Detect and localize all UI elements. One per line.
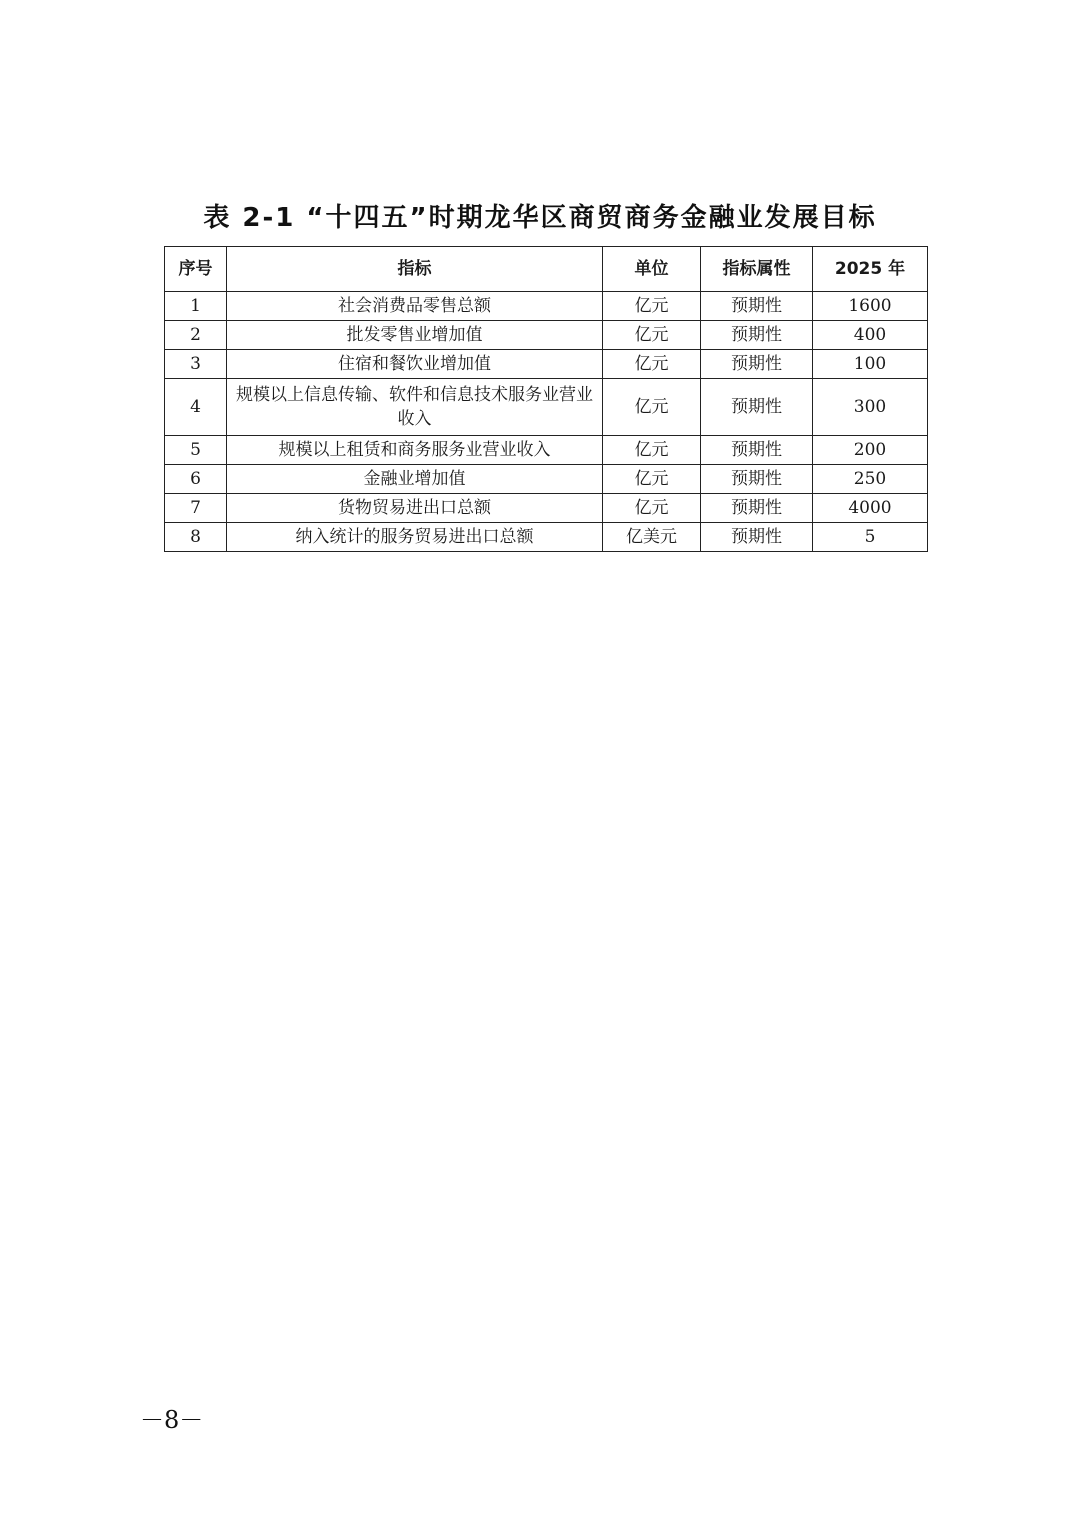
- row-indicator: 纳入统计的服务贸易进出口总额: [227, 523, 603, 552]
- row-target-2025: 5: [813, 523, 928, 552]
- row-no: 5: [165, 436, 227, 465]
- row-attribute: 预期性: [701, 465, 813, 494]
- row-no: 2: [165, 321, 227, 350]
- row-no: 6: [165, 465, 227, 494]
- row-unit: 亿元: [603, 379, 701, 436]
- row-unit: 亿元: [603, 465, 701, 494]
- table-row: [165, 292, 928, 321]
- row-attribute: 预期性: [701, 523, 813, 552]
- row-no: 8: [165, 523, 227, 552]
- table-row: [165, 379, 928, 436]
- row-indicator: 住宿和餐饮业增加值: [227, 350, 603, 379]
- header-indicator: 指标: [227, 247, 603, 292]
- row-target-2025: 1600: [813, 292, 928, 321]
- row-target-2025: 100: [813, 350, 928, 379]
- header-attribute: 指标属性: [701, 247, 813, 292]
- row-unit: 亿元: [603, 292, 701, 321]
- row-attribute: 预期性: [701, 494, 813, 523]
- row-no: 4: [165, 379, 227, 436]
- table-row: [165, 321, 928, 350]
- page-number: －8－: [140, 1406, 204, 1434]
- row-target-2025: 300: [813, 379, 928, 436]
- table-row: [165, 523, 928, 552]
- row-target-2025: 400: [813, 321, 928, 350]
- table-row: [165, 494, 928, 523]
- row-indicator: 批发零售业增加值: [227, 321, 603, 350]
- row-indicator: 规模以上信息传输、软件和信息技术服务业营业收入: [227, 379, 603, 436]
- table-header-row: [165, 247, 928, 292]
- table-row: [165, 350, 928, 379]
- row-indicator: 社会消费品零售总额: [227, 292, 603, 321]
- row-no: 7: [165, 494, 227, 523]
- row-no: 1: [165, 292, 227, 321]
- row-unit: 亿元: [603, 436, 701, 465]
- row-indicator: 金融业增加值: [227, 465, 603, 494]
- header-target-2025: 2025 年: [813, 247, 928, 292]
- row-indicator: 货物贸易进出口总额: [227, 494, 603, 523]
- row-attribute: 预期性: [701, 350, 813, 379]
- row-attribute: 预期性: [701, 292, 813, 321]
- row-unit: 亿元: [603, 321, 701, 350]
- row-attribute: 预期性: [701, 436, 813, 465]
- table-row: [165, 465, 928, 494]
- row-no: 3: [165, 350, 227, 379]
- row-unit: 亿美元: [603, 523, 701, 552]
- table-title: 表 2-1 “十四五”时期龙华区商贸商务金融业发展目标: [203, 203, 877, 233]
- row-target-2025: 250: [813, 465, 928, 494]
- header-no: 序号: [165, 247, 227, 292]
- header-unit: 单位: [603, 247, 701, 292]
- development-targets-table: [164, 246, 928, 552]
- row-target-2025: 200: [813, 436, 928, 465]
- row-indicator: 规模以上租赁和商务服务业营业收入: [227, 436, 603, 465]
- row-unit: 亿元: [603, 350, 701, 379]
- row-unit: 亿元: [603, 494, 701, 523]
- row-attribute: 预期性: [701, 321, 813, 350]
- row-target-2025: 4000: [813, 494, 928, 523]
- row-attribute: 预期性: [701, 379, 813, 436]
- table-row: [165, 436, 928, 465]
